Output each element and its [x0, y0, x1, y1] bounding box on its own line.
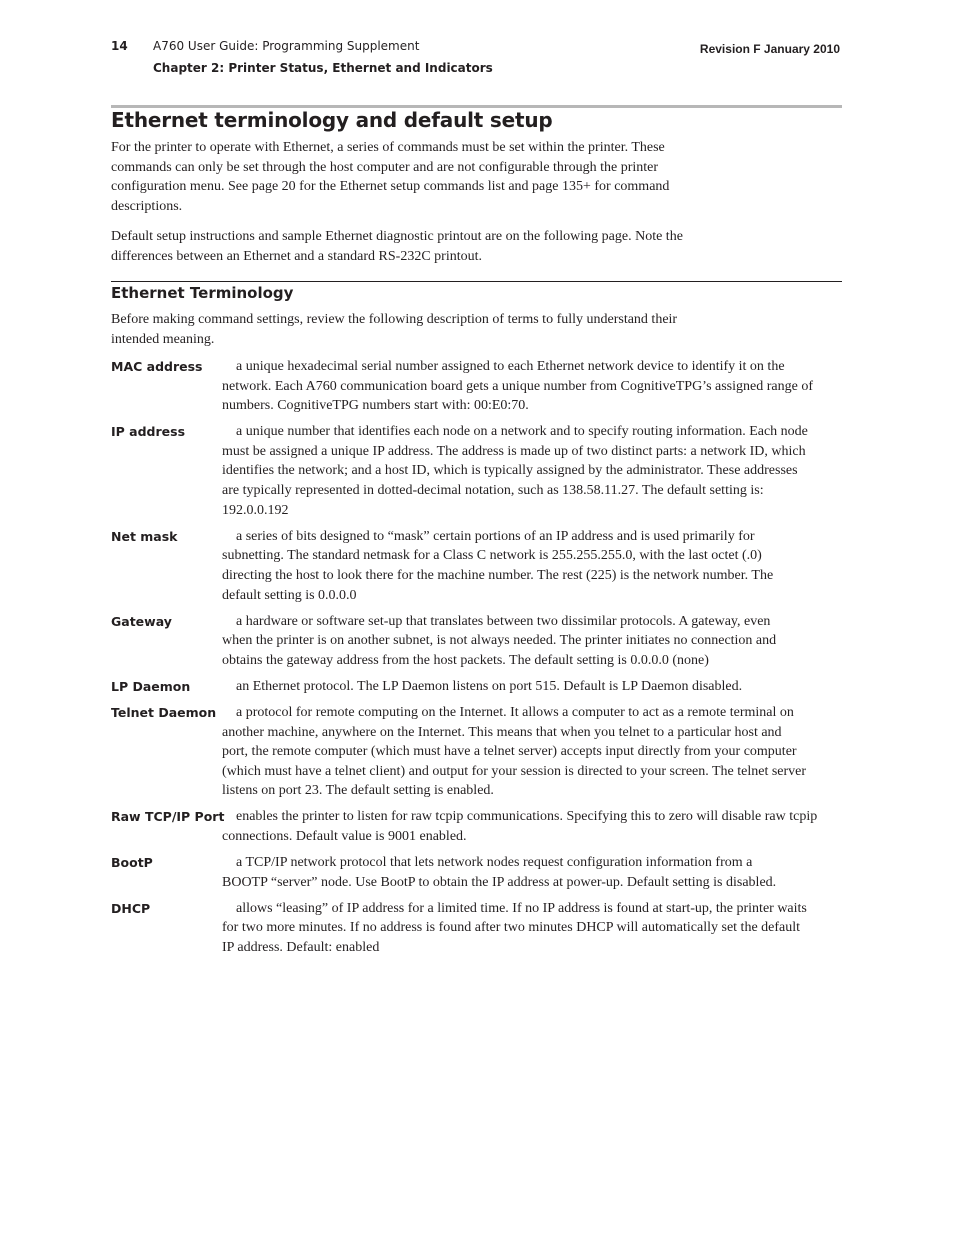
- term-name: Telnet Daemon: [111, 705, 217, 720]
- term-description: a protocol for remote computing on the Internet. It allows a computer to act as a remote terminal on another machine, anywhere on the Internet. This means that when you telnet to a particular host and port, the remote computer (which must have a telnet server) accepts input directly from your computer (which must have a telnet client) and output for your session is directed to your screen. The telnet server listens on port 23. The default setting is enabled.: [222, 705, 807, 799]
- term-row: [111, 853, 842, 892]
- chapter-title: Chapter 2: Printer Status, Ethernet and Indicators: [153, 61, 493, 75]
- term-name: DHCP: [111, 900, 151, 916]
- term-name: Net mask: [111, 528, 178, 544]
- term-description: a unique hexadecimal serial number assigned to each Ethernet network device to identify it on the network. Each A760 communication board gets a unique number from CognitiveTPG’s assigned range of numbers. CognitiveTPG numbers start with: 00:E0:70.: [222, 359, 813, 414]
- term-description: a hardware or software set-up that translates between two dissimilar protocols. A gateway, even when the printer is on another subnet, is not always needed. The printer initiates no connection and obtains the gateway address from the host packets. The default setting is 0.0.0.0 (none): [222, 613, 777, 668]
- term-row: [111, 677, 842, 697]
- subsection-divider: [111, 281, 842, 282]
- section-title: Ethernet terminology and default setup: [111, 108, 553, 132]
- term-row: [111, 899, 842, 958]
- term-name: IP address: [111, 424, 186, 440]
- term-description: allows “leasing” of IP address for a limited time. If no IP address is found at start-up, the printer waits for two more minutes. If no address is found after two minutes DHCP will automatically set the default IP address. Default: enabled: [222, 900, 807, 956]
- term-row: [111, 612, 842, 671]
- term-description: an Ethernet protocol. The LP Daemon listens on port 515. Default is LP Daemon disabled.: [236, 678, 743, 694]
- term-name: LP Daemon: [111, 678, 191, 694]
- term-name: MAC address: [111, 359, 203, 374]
- term-name: Raw TCP/IP Port: [111, 809, 225, 825]
- guide-title: A760 User Guide: Programming Supplement: [153, 39, 420, 53]
- subsection-title: Ethernet Terminology: [111, 284, 294, 302]
- revision-label: Revision F January 2010: [699, 42, 840, 56]
- term-row: [111, 422, 842, 520]
- term-name: BootP: [111, 855, 153, 871]
- terminology-list: [111, 357, 842, 964]
- term-description: a series of bits designed to “mask” certain portions of an IP address and is used primarily for subnetting. The standard netmask for a Class C network is 255.255.255.0, with the last octet (.0) directing the host to look there for the machine number. The rest (225) is the network number. The default setting is 0.0.0.0: [222, 528, 774, 603]
- term-row: [111, 527, 842, 605]
- term-name: Gateway: [111, 613, 172, 629]
- term-description: a TCP/IP network protocol that lets network nodes request configuration information from a BOOTP “server” node. Use BootP to obtain the IP address at power-up. Default setting is disabled.: [222, 855, 777, 890]
- section-paragraph-2: Default setup instructions and sample Ethernet diagnostic printout are on the following page. Note the differences between an Ethernet and a standard RS-232C printout.: [111, 229, 683, 264]
- subsection-intro: Before making command settings, review the following description of terms to fully understand their intended meaning.: [111, 312, 678, 347]
- term-row: [111, 807, 842, 846]
- term-row: [111, 357, 842, 416]
- term-row: [111, 703, 842, 801]
- page-number: 14: [111, 39, 128, 53]
- section-paragraph-1: For the printer to operate with Ethernet, a series of commands must be set within the printer. These commands can only be set through the host computer and are not configurable through the printer configuration menu. See page 20 for the Ethernet setup commands list and page 135+ for command descriptions.: [111, 140, 670, 214]
- term-description: a unique number that identifies each node on a network and to specify routing information. Each node must be assigned a unique IP address. The address is made up of two distinct parts: a network ID, which identifies the network; and a host ID, which is typically assigned by the administrator. These addresses are typically represented in dotted-decimal notation, such as 138.58.11.27. The default setting is: 192.0.0.192: [222, 424, 808, 518]
- term-description: enables the printer to listen for raw tcpip communications. Specifying this to zero will disable raw tcpip connections. Default value is 9001 enabled.: [222, 809, 818, 845]
